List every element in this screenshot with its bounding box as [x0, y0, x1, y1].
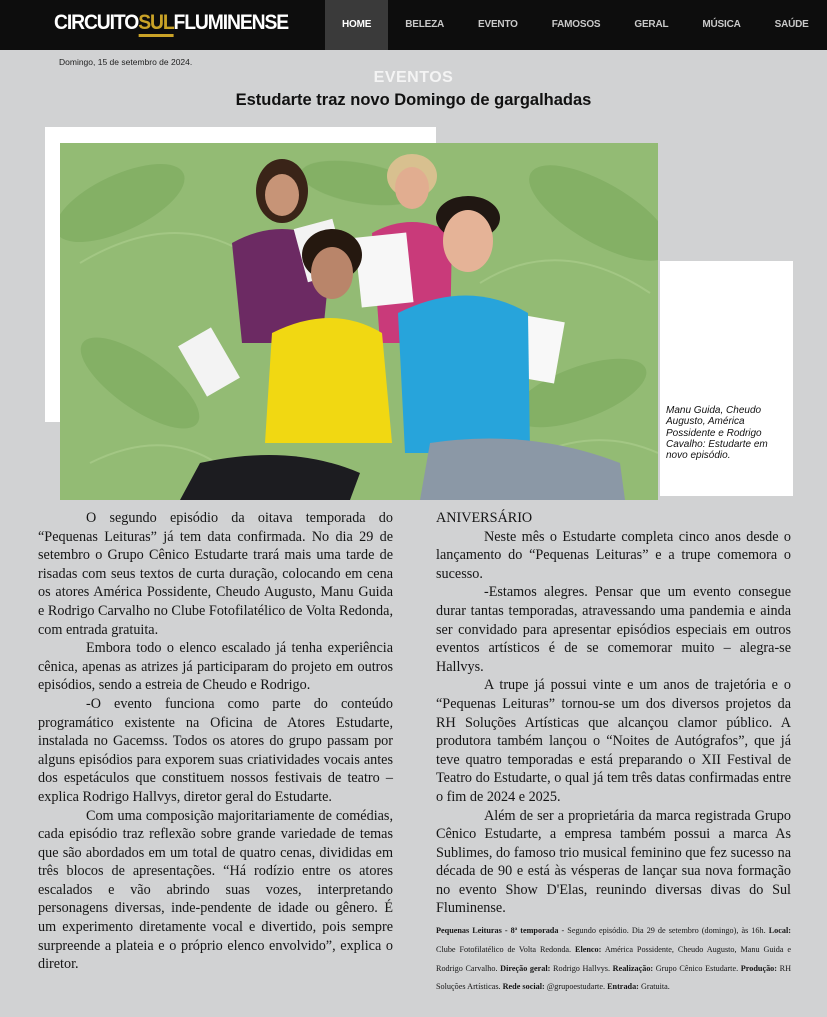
paragraph: Com uma composição majoritariamente de comédias, cada episódio traz reflexão sobre grande variedade de temas que são abordados em um total de quatro cenas, divididas em três blocos de apresentações. “Há rodízio entre os atores escalados e vão abrindo suas vozes, interpretando personagens diversas, inde-pendente de idade ou gênero. É um experimento diretamente vocal e divertido, pois sempre surpreende a plateia e o próprio elenco envolvido”, explica o diretor.: [38, 807, 393, 973]
credits-label: Realização:: [612, 963, 654, 973]
main-menu: [325, 0, 826, 50]
credits-text: Rodrigo Hallvys.: [550, 963, 613, 973]
credits-text: RH Soluções Artísticas.: [436, 963, 792, 992]
credits-label: Local:: [768, 926, 791, 936]
paragraph: Neste mês o Estudarte completa cinco anos desde o lançamento do “Pequenas Leituras” e a trupe comemora o sucesso.: [436, 528, 791, 582]
paragraph: O segundo episódio da oitava temporada do “Pequenas Leituras” já tem data confirmada. No dia 29 de setembro o Grupo Cênico Estudarte trará mais uma tarde de risadas com seus textos de curta duração, colocando em cena os atores América Possidente, Cheudo Augusto, Manu Guida e Rodrigo Carvalho no Clube Fotofilatélico de Volta Redonda, com entrada gratuita.: [38, 510, 393, 638]
nav-item-evento[interactable]: EVENTO: [478, 19, 518, 30]
publication-date: Domingo, 15 de setembro de 2024.: [59, 57, 193, 67]
nav-item-saude[interactable]: SAÚDE: [774, 19, 809, 30]
site-logo[interactable]: [54, 11, 288, 35]
paragraph: Embora todo o elenco escalado já tenha experiência cênica, apenas as atrizes já participaram do projeto em outros episódios, sendo a estreia de Cheudo e Rodrigo.: [38, 640, 393, 694]
credits-label: Produção:: [740, 963, 778, 973]
logo-part-circuito: CIRCUITO: [54, 11, 139, 34]
credits-text: Clube Fotofilatélico de Volta Redonda.: [436, 944, 575, 954]
photo-caption: Manu Guida, Cheudo Augusto, América Possidente e Rodrigo Cavalho: Estudarte em novo episódio.: [666, 405, 768, 462]
event-credits: [436, 922, 791, 997]
paragraph: -Estamos alegres. Pensar que um evento consegue durar tantas temporadas, atravessando uma pandemia e ainda ser convidado para apresentar episódios especiais em outros eventos artísticos é de se comemorar muito – alegra-se Hallvys.: [436, 584, 791, 675]
paragraph: -O evento funciona como parte do conteúdo programático existente na Oficina de Atores Estudarte, instalada no Gacemss. Todos os atores do grupo passam por alguns episódios para exporem suas criatividades vocais antes dos espetáculos que constituem nossos festivais de teatro – explica Rodrigo Hallvys, diretor geral do Estudarte.: [38, 695, 393, 805]
article-headline: Estudarte traz novo Domingo de gargalhadas: [235, 91, 592, 109]
article-photo: [60, 143, 658, 500]
credits-label: Direção geral:: [500, 963, 551, 973]
credits-label: Entrada:: [607, 982, 639, 992]
logo-part-fluminense: FLUMINENSE: [173, 11, 289, 34]
nav-item-beleza[interactable]: BELEZA: [405, 19, 445, 30]
cast-photo-illustration: [60, 143, 658, 500]
nav-item-home[interactable]: HOME: [325, 0, 388, 50]
credits-label: Elenco:: [575, 944, 602, 954]
top-navigation-bar: [0, 0, 827, 50]
paragraph: A trupe já possui vinte e um anos de trajetória e o “Pequenas Leituras” tornou-se um dos diversos projetos da RH Soluções Artísticas que alcançou clamor público. A produtora também lançou o “Noites de Autógrafos”, que já teve quatro temporadas e está preparando o XII Festival de Teatro do Estudarte, o qual já tem três datas confirmadas entre o fim de 2024 e 2025.: [436, 677, 791, 805]
credits-text: América Possidente, Cheudo Augusto, Manu Guida e Rodrigo Carvalho.: [436, 944, 791, 973]
nav-item-famosos[interactable]: FAMOSOS: [551, 19, 601, 30]
credits-text: @grupoestudarte.: [544, 982, 608, 992]
article-column-left: [38, 509, 393, 974]
section-label: EVENTOS: [373, 69, 454, 86]
logo-part-sul: SUL: [138, 11, 173, 37]
article-column-right: [436, 509, 791, 997]
credits-text: - Segundo episódio. Dia 29 de setembro (domingo), às 16h.: [558, 926, 769, 936]
credits-text: Gratuita.: [638, 982, 670, 992]
credits-title: Pequenas Leituras - 8ª temporada: [436, 926, 559, 936]
nav-item-geral[interactable]: GERAL: [634, 19, 669, 30]
paragraph: Além de ser a proprietária da marca registrada Grupo Cênico Estudarte, a empresa também possui a marca As Sublimes, do famoso trio musical feminino que fez sucesso na década de 90 e está às vésperas de lançar sua nova formação no evento Show D'Elas, reunindo diversas divas do Sul Fluminense.: [436, 807, 791, 917]
credits-text: Grupo Cênico Estudarte.: [653, 963, 741, 973]
nav-item-musica[interactable]: MÚSICA: [702, 19, 741, 30]
subheading-aniversario: ANIVERSÁRIO: [436, 510, 533, 526]
credits-label: Rede social:: [502, 982, 545, 992]
